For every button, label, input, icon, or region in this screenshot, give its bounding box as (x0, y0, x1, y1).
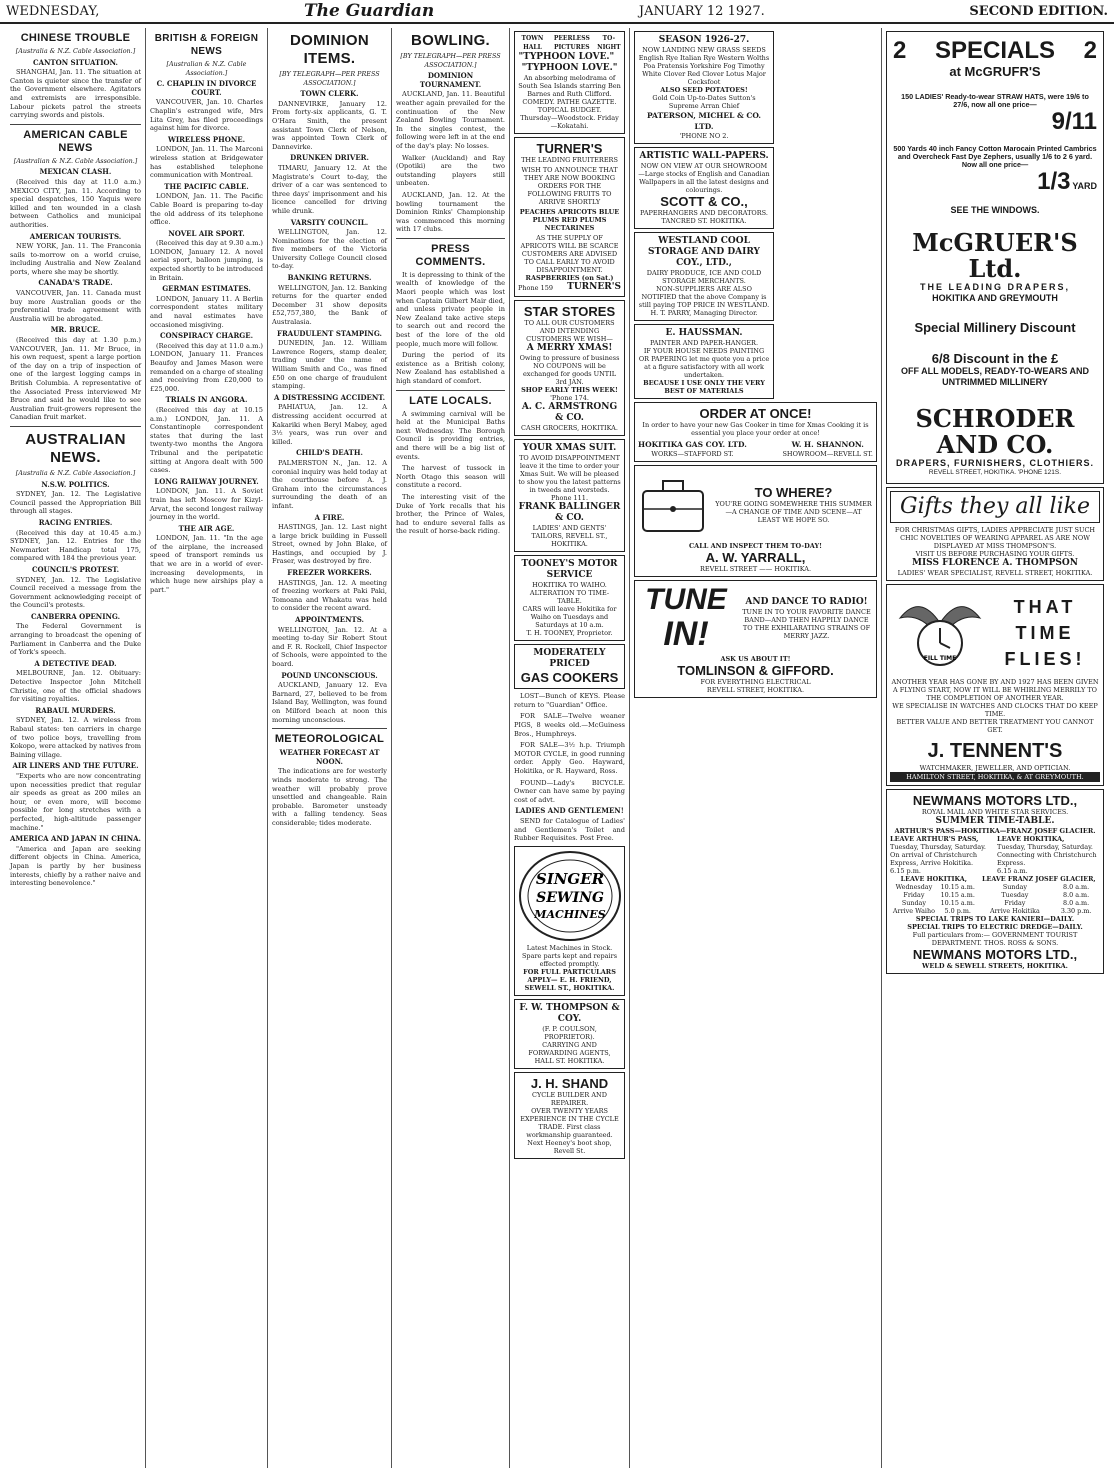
column-1 (6, 28, 146, 1468)
subheading: N.S.W. POLITICS. (41, 479, 110, 489)
time-body: ANOTHER YEAR HAS GONE BY AND 1927 HAS BEEN GIVEN A FLYING START, NOW IT WILL BE WHIRLING MERRILY TO THE COMPLETION OF ANOTHER YEAR. (891, 678, 1099, 702)
subheading: TOWN CLERK. (300, 89, 359, 99)
star-stores-body: TO ALL OUR CUSTOMERS AND INTENDING CUSTOMERS WE WISH— (524, 319, 615, 344)
tt-time: 8.0 a.m. (1063, 883, 1090, 891)
article-paragraph: SHANGHAI, Jan. 11. The situation at Canton is quieter since the transfer of the Government elsewhere. Agitators and extremists are irresponsible. Labour pickets patrol the streets carrying swords and pistols. (10, 68, 141, 120)
gifts-ad (886, 487, 1104, 581)
haussman-body: IF YOUR HOUSE NEEDS PAINTING OR PAPERING let me quote you a price at a figure satisfactory with all work undertaken. (638, 347, 770, 379)
singer-line-1: SINGER (535, 869, 605, 888)
tooney-motor-ad (514, 555, 625, 641)
tt-special-1: SPECIAL TRIPS TO LAKE KANIERI—DAILY. (915, 915, 1075, 923)
marocain-price: 1/3 (1037, 168, 1071, 195)
time-flies-ad (886, 584, 1104, 786)
haussman-note: BECAUSE I USE ONLY THE VERY BEST OF MATERIALS (643, 379, 765, 395)
newmans-ad (886, 789, 1104, 974)
thompson-carrying-ad (514, 999, 625, 1069)
divider (10, 426, 141, 427)
column-4 (392, 28, 510, 1468)
tt-right-head: LEAVE HOKITIKA, (997, 835, 1065, 843)
singer-apply: FOR FULL PARTICULARS APPLY— E. H. FRIEND, SEWELL ST., HOKITIKA. (523, 968, 616, 993)
gifts-name: MISS FLORENCE A. THOMPSON (912, 558, 1078, 568)
turners-note: AS THE SUPPLY OF APRICOTS WILL BE SCARCE CUSTOMERS ARE ADVISED TO CALL EARLY TO AVOID DISAPPOINTMENT. (520, 234, 619, 275)
gifts-body: FOR CHRISTMAS GIFTS, LADIES APPRECIATE JUST SUCH CHIC NOVELTIES OF WEARING APPAREL AS ARE NOW DISPLAYED AT MISS THOMPSON'S. (894, 526, 1096, 550)
tune-in-word-2: IN! (663, 615, 709, 653)
cinema-ad (514, 31, 625, 134)
tt-time: 8.0 a.m. (1063, 899, 1090, 907)
byline: [BY TELEGRAPH—PER PRESS ASSOCIATION.] (279, 70, 380, 87)
newmans-tt: SUMMER TIME-TABLE. (935, 816, 1055, 826)
article-paragraph: HASTINGS, Jan. 12. A meeting of freezing workers at Paki Paki, Tomoana and Whakatu was held to consider the recent award. (272, 578, 387, 613)
subheading: MEXICAN CLASH. (39, 167, 112, 177)
subheading: APPOINTMENTS. (295, 615, 364, 625)
subheading: CONSPIRACY CHARGE. (159, 331, 254, 341)
tt-time: 5.0 p.m. (944, 907, 971, 915)
subheading: A DETECTIVE DEAD. (34, 658, 117, 668)
divider (396, 390, 505, 391)
order-head: ORDER AT ONCE! (699, 406, 812, 421)
xmas-suit-ad (514, 439, 625, 552)
shand-addr: Next Heeney's boot shop, Revell St. (527, 1139, 612, 1156)
article-paragraph: WELLINGTON, Jan. 12. At a meeting to-day Sir Robert Stout and F. R. Rockell, Chief Inspector of Schools, were appointed to the board. (272, 625, 387, 668)
tt-left-days: Tuesday, Thursday, Saturday. On arrival of Christchurch Express, Arrive Hokitika. (890, 843, 986, 867)
divider (10, 124, 141, 125)
xmas-suit-prop: FRANK BALLINGER & CO. (518, 502, 621, 524)
gas-cookers-head: MODERATELY PRICED (533, 648, 606, 670)
subheading: THE PACIFIC CABLE. (164, 181, 249, 191)
article-paragraph: AUCKLAND, January 12. Eva Barnard, 27, believed to be from Island Bay, Wellington, was found on Milford beach at noon this morning unconscious. (272, 681, 387, 724)
see-windows: SEE THE WINDOWS. (950, 205, 1040, 215)
cinema-venue: TOWN HALL (521, 35, 544, 51)
divider (272, 728, 387, 729)
tt-day: Sunday (1002, 883, 1027, 891)
subheading: THE AIR AGE. (178, 523, 235, 533)
headline-chinese-trouble: CHINESE TROUBLE (20, 32, 131, 44)
article-paragraph: AUCKLAND, Jan. 12. At the bowling tournament the Dominion Rinks' Championship was commenced this morning with 17 clubs. (396, 190, 505, 234)
tt-full: Full particulars from:— GOVERNMENT TOURIST DEPARTMENT. THOS. ROSS & SONS. (912, 931, 1078, 947)
cinema-days: Thursday—Woodstock. Friday—Kokatahi. (520, 114, 619, 131)
discount-amount: 6/8 Discount in the £ (931, 351, 1059, 366)
star-stores-shop: SHOP EARLY THIS WEEK! (521, 386, 618, 395)
time-body2: WE SPECIALISE IN WATCHES AND CLOCKS THAT DO KEEP TIME. (892, 702, 1098, 718)
subheading: VARSITY COUNCIL. (290, 217, 369, 227)
seeds-sub: NOW LANDING NEW GRASS SEEDS (642, 46, 766, 54)
specials-number: 2 (893, 37, 907, 64)
cinema-title: "TYPHOON LOVE." "TYPHOON LOVE." (518, 52, 621, 74)
star-stores-note: Owing to pressure of business NO COUPONS will be exchanged for goods UNTIL 3rd JAN. (519, 354, 620, 387)
wallpapers-ad (634, 147, 774, 229)
radio-addr: REVELL STREET, HOKITIKA. (706, 686, 805, 694)
article-paragraph: LONDON, Jan. 11. A Soviet train has left Moscow for Kizyl-Arvat, the second longest railway journey in the world. (150, 487, 263, 522)
tt-left-time: 6.15 p.m. (890, 867, 921, 875)
tooney-head: TOONEY'S MOTOR SERVICE (521, 559, 618, 581)
article-paragraph: PALMERSTON N., Jan. 12. A coronial inquiry was held today at the courthouse before A. J. Graham into the circumstances surrounding the death of an infant. (272, 458, 387, 510)
seeds-also: ALSO SEED POTATOES! (660, 86, 748, 94)
gas-cookers-head2: GAS COOKERS (520, 670, 619, 686)
tt-time: 3.30 p.m. (1060, 907, 1092, 915)
subheading: CANBERRA OPENING. (30, 611, 121, 621)
cinema-blurb: An absorbing melodrama of South Sea Islands starring Ben Barnes and Ruth Clifford. (518, 74, 621, 99)
article-paragraph: It is depressing to think of the wealth of knowledge of the Maori people which was lost when Captain Gilbert Mair died, and unless private people in New Zealand take active steps to search out and record the best of the lore of the old people, much more will follow. (396, 270, 505, 348)
column-3 (268, 28, 392, 1468)
turners-ad (514, 137, 625, 297)
article-paragraph: (Received this day at 11.0 a.m.) LONDON, January 11. Frances Beaufoy and James Mason were remanded on a charge of stealing and receiving from £20,000 to £25,000. (150, 341, 263, 393)
tune-in-word-1: TUNE (645, 583, 727, 616)
star-stores-prop-sub: CASH GROCERS, HOKITIKA. (521, 424, 618, 433)
article-paragraph: "Experts who are now concentrating upon necessities predict that regular air speeds as great as 200 miles an hour, or even more, will become possible for long stretches with a perfected, high-altitude passenger machine." (10, 771, 141, 832)
table-row (890, 899, 1100, 907)
subheading: DRUNKEN DRIVER. (290, 153, 369, 163)
classified-item: LOST—Bunch of KEYS. Please return to "Guardian" Office. (514, 692, 625, 709)
xmas-suit-body: TO AVOID DISAPPOINTMENT leave it the time to order your Xmas Suit. We will be pleased to show you the latest patterns in tweeds and worsteds. (518, 454, 621, 495)
article-paragraph: WELLINGTON, Jan. 12. Nominations for the election of five members of the Victoria University College Council closed to-day. (272, 228, 387, 271)
headline-bowling: BOWLING. (410, 32, 491, 49)
classified-item: FOR SALE—Twelve weaner PIGS, 8 weeks old.—McGuiness Bros., Humphreys. (514, 712, 625, 738)
seeds-potatoes: Gold Coin Up-to-Dates Sutton's Supreme Arran Chief (652, 94, 756, 110)
divider (396, 238, 505, 239)
subheading: CANADA'S TRADE. (38, 278, 113, 288)
subheading: RABAUL MURDERS. (35, 705, 116, 715)
gas-coy-sub: WORKS—STAFFORD ST. (651, 450, 734, 458)
tt-special-2: SPECIAL TRIPS TO ELECTRIC DREDGE—DAILY. (907, 923, 1083, 931)
article-paragraph: LONDON, Jan. 11. The Pacific Cable Board is preparing to-day the old address of its telephone office. (150, 192, 263, 227)
seeds-list: English Rye Italian Rye Western Wolths Poa Pratensis Yorkshire Fog Timothy White Clover Red Clover Lotus Major Cocksfoot (638, 54, 770, 86)
newmans-name: NEWMANS MOTORS LTD., (912, 793, 1078, 808)
seeds-ad (634, 31, 774, 144)
tt-day: Friday (903, 891, 925, 899)
masthead (0, 0, 1114, 24)
subheading: LONG RAILWAY JOURNEY. (154, 476, 259, 486)
article-paragraph: VANCOUVER, Jan. 11. Canada must buy more Australian goods or the preferential trade agreement with Australia will be abrogated. (10, 289, 141, 323)
tooney-sub: HOKITIKA TO WAIHO. (532, 581, 607, 590)
star-stores-name: STAR STORES (523, 304, 616, 320)
article-paragraph: SYDNEY, Jan. 12. A wireless from Rabaul states: ten carriers in charge of two police boys, travelling from Kokopo, were attacked by natives from Baining village. (10, 716, 141, 759)
tt-left-head: LEAVE ARTHUR'S PASS, (890, 835, 979, 843)
subheading: FRAUDULENT STAMPING. (277, 328, 382, 338)
gifts-sub: LADIES' WEAR SPECIALIST, REVELL STREET, HOKITIKA. (897, 569, 1093, 577)
gas-shannon-sub: SHOWROOM—REVELL ST. (782, 450, 873, 458)
tooney-body: CARS will leave Hokitika for Waiho on Tuesdays and Saturdays at 10 a.m. (522, 605, 617, 630)
time-word-a: THAT (1013, 597, 1077, 617)
seeds-prop: PATERSON, MICHEL & CO. LTD. (646, 111, 762, 131)
gas-cookers-ad (514, 644, 625, 689)
shand-body: OVER TWENTY YEARS EXPERIENCE IN THE CYCLE TRADE. First class workmanship guaranteed. (520, 1107, 619, 1140)
tt-day: Tuesday (1001, 891, 1029, 899)
subheading: A DISTRESSING ACCIDENT. (273, 392, 386, 402)
schroder-sub: DRAPERS, FURNISHERS, CLOTHIERS. (895, 458, 1094, 468)
table-row (890, 883, 1100, 891)
masthead-date: JANUARY 12 1927. (638, 3, 765, 19)
column-7-ads (882, 28, 1108, 1468)
westland-head: WESTLAND COOL STORAGE AND DAIRY COY., LTD., (648, 236, 760, 268)
article-paragraph: The indications are for westerly winds moderate to strong. The weather will probably prove unsettled and changeable. Rain probable. Barometer unsteady with a falling tendency. Seas considerable; tides moderate. (272, 767, 387, 827)
specials-head: SPECIALS (934, 37, 1056, 64)
subheading: NOVEL AIR SPORT. (168, 228, 245, 238)
table-row (890, 875, 1100, 883)
byline: [BY TELEGRAPH—PER PRESS ASSOCIATION.] (400, 52, 501, 69)
byline: [Australia & N.Z. Cable Association.] (15, 468, 136, 477)
gas-coy-name: HOKITIKA GAS COY. LTD. (638, 440, 747, 449)
mcgruer-specials-ad (886, 31, 1104, 484)
article-paragraph: (Received this day at 9.30 a.m.) LONDON, January 12. A novel aerial sport, balloon jumping, is expected shortly to be introduced in Britain. (150, 239, 263, 282)
mcgruer-sub: THE LEADING DRAPERS, (919, 282, 1070, 292)
subheading: COUNCIL'S PROTEST. (31, 564, 120, 574)
subheading: FREEZER WORKERS. (287, 568, 372, 578)
time-body3: BETTER VALUE AND BETTER TREATMENT YOU CANNOT GET. (896, 718, 1094, 734)
newmans-sub: ROYAL MAIL AND WHITE STAR SERVICES. (921, 808, 1069, 816)
mcgruer-towns: HOKITIKA AND GREYMOUTH (932, 293, 1058, 303)
marocain-line: 500 Yards 40 inch Fancy Cotton Marocain Printed Cambrics and Overcheck Fast Dye Zephers, usually 1/6 to 2 6 yard. Now all one price— (893, 144, 1097, 169)
cinema-company: PEERLESS PICTURES (553, 35, 590, 51)
westland-body2: NON-SUPPLIERS ARE ALSO NOTIFIED that the above Company is still paying TOP PRICE IN WESTLAND. (638, 285, 770, 309)
column-2 (146, 28, 268, 1468)
time-word-b: TIME (1015, 623, 1075, 643)
shand-sub: CYCLE BUILDER AND REPAIRER. (532, 1091, 607, 1108)
tt-right-days: Tuesday, Thursday, Saturday. Connecting with Christchurch Express. (997, 843, 1097, 867)
classifieds (514, 692, 625, 843)
subheading: AMERICA AND JAPAN IN CHINA. (10, 834, 141, 844)
turners-name-footer: TURNER'S (567, 282, 621, 293)
westland-body: DAIRY PRODUCE, ICE AND COLD STORAGE MERCHANTS. (646, 269, 762, 285)
tt-right-time: 6.15 a.m. (997, 867, 1028, 875)
article-paragraph: "America and Japan are seeking different objects in China. America, Japan is partly by her business interests, chiefly by a rather naive and interesting benevolence." (10, 844, 141, 888)
classified-item: SEND for Catalogue of Ladies' and Gentlemen's Toilet and Rubber Requisites. Post Free. (514, 816, 625, 843)
newmans-footer-name: NEWMANS MOTORS LTD., (912, 947, 1078, 962)
headline-australian-news: AUSTRALIAN NEWS. (25, 430, 126, 466)
radio-ad (634, 580, 877, 698)
tennent-name: J. TENNENT'S (927, 740, 1063, 762)
timetable (890, 875, 1100, 915)
turners-raspberries: RASPBERRIES (on Sat.) (525, 274, 614, 283)
gifts-head: Gifts they all like (890, 491, 1100, 523)
subheading: MR. BRUCE. (50, 325, 101, 335)
singer-line-2: SEWING (536, 889, 604, 906)
cinema-support: COMEDY. PATHE GAZETTE. TOPICAL BUDGET. (522, 98, 617, 115)
hats-line: 150 LADIES' Ready-to-wear STRAW HATS, were 19/6 to 27/6, now all one price— (901, 92, 1089, 109)
article-paragraph: DANNEVIRKE, January 12. From forty-six applicants, G. T. O'Hara Smith, the present assistant Town Clerk of Nelson, was appointed Town Clerk of Dannevirke. (272, 99, 387, 151)
article-paragraph: During the period of its existence as a British colony, New Zealand has established a high standard of comfort. (396, 351, 505, 385)
article-paragraph: WELLINGTON, Jan. 12. Banking returns for the quarter ended December 31 show deposits £52,757,380, the Bank of Australasia. (272, 283, 387, 327)
subheading: BANKING RETURNS. (287, 273, 372, 283)
tennent-sub: WATCHMAKER, JEWELLER, AND OPTICIAN. (919, 764, 1071, 772)
tt-time: 10.15 a.m. (940, 883, 975, 891)
subheading: AIR LINERS AND THE FUTURE. (12, 761, 139, 771)
article-paragraph: LONDON, Jan. 11. The Marconi wireless station at Bridgewater has established telephone communication with Montreal. (150, 145, 263, 180)
subheading: CHILD'S DEATH. (296, 448, 363, 458)
seeds-phone: 'PHONE NO 2. (679, 132, 729, 140)
subheading: POUND UNCONSCIOUS. (281, 670, 378, 680)
classified-item: FOR SALE—3½ h.p. Triumph MOTOR CYCLE, in good running order. Apply Geo. Hayward, Hokitika, or R. Hayward, Ross. (514, 741, 625, 775)
article-paragraph: MELBOURNE, Jan. 12. Obituary: Detective Inspector John Mitchell Christie, one of the official shadows for visiting royalties. (10, 669, 141, 704)
tt-day: Sunday (901, 899, 926, 907)
tooney-alt: ALTERATION TO TIME-TABLE. (529, 589, 610, 606)
shand-head: J. H. SHAND (530, 1076, 609, 1092)
subheading: TRIALS IN ANGORA. (165, 395, 248, 405)
newmans-route: ARTHUR'S PASS—HOKITIKA—FRANZ JOSEF GLACIER. (894, 827, 1096, 835)
turners-name: TURNER'S (536, 141, 603, 157)
singer-line-3: MACHINES (534, 907, 606, 921)
headline-british-foreign-news: BRITISH & FOREIGN NEWS (154, 33, 259, 57)
star-stores-xmas: A MERRY XMAS! (526, 343, 613, 354)
article-paragraph: The Federal Government is arranging to broadcast the opening of Parliament in Canberra and the Duke of York's speech. (10, 622, 141, 657)
subheading: CANTON SITUATION. (33, 57, 118, 67)
headline-press-comments: PRESS COMMENTS. (415, 242, 486, 268)
order-body: In order to have your new Gas Cooker in time for Xmas Cooking it is essential you place your order at once! (642, 421, 869, 437)
byline: [Australian & N.Z. Cable Association.] (13, 156, 138, 165)
where-head: TO WHERE? (754, 484, 833, 500)
thompson-head: F. W. THOMPSON & COY. (519, 1003, 620, 1025)
newmans-footer-addr: WELD & SEWELL STREETS, HOKITIKA. (922, 962, 1068, 970)
headline-dominion-items: DOMINION ITEMS. (289, 32, 370, 67)
classified-item: LADIES AND GENTLEMEN! (515, 806, 624, 816)
schroder-addr: REVELL STREET, HOKITIKA. 'PHONE 121S. (928, 469, 1062, 476)
haussman-head: E. HAUSSMAN. (665, 328, 743, 338)
article-paragraph: LONDON, Jan. 11. "In the age of the airplane, the increased speed of transport reminds us that we are in a world of ever-increasing developments, in which huge new airships play a part." (150, 534, 263, 594)
article-paragraph: (Received this day at 11.0 a.m.) MEXICO CITY, Jan. 11. According to special despatches, 150 Yaquis were killed and ten wounded in a clash between Catholics and municipal authorities. (10, 177, 141, 229)
shand-cycle-ad (514, 1072, 625, 1159)
radio-head: AND DANCE TO RADIO! (745, 596, 868, 607)
radio-firm: TOMLINSON & GIFFORD. (677, 663, 834, 678)
singer-ad (514, 846, 625, 997)
tt-time: 10.15 a.m. (940, 891, 975, 899)
masthead-paper-title: The Guardian (303, 1, 435, 21)
byline: [Australian & N.Z. Cable Association.] (166, 60, 247, 77)
scott-sub: PAPERHANGERS AND DECORATORS. TANCRED ST. HOKITIKA. (640, 209, 768, 225)
article-paragraph: SYDNEY, Jan. 12. The Legislative Council passed the Appropriation Bill through all stages. (10, 490, 141, 516)
article-paragraph: The harvest of tussock in North Otago this season will constitute a record. (396, 464, 505, 490)
classified-item: FOUND—Lady's BICYCLE. Owner can have same by paying cost of advt. (514, 778, 625, 804)
star-stores-phone: 'Phone 174. (550, 394, 589, 403)
yarrall-sub: REVELL STREET —— HOKITIKA. (699, 565, 812, 573)
xmas-suit-prop-sub: LADIES' AND GENTS' TAILORS, REVELL ST., HOKITIKA. (531, 524, 608, 549)
subheading: WEATHER FORECAST AT NOON. (279, 748, 380, 766)
millinery-discount: Special Millinery Discount (914, 320, 1076, 335)
article-paragraph: HASTINGS, Jan. 12. Last night a large brick building in Fussell Street, owned by John Blake, of Hastings, and occupied by J. Fraser, was destroyed by fire. (272, 523, 387, 566)
article-paragraph: TIMARU, January 12. At the Magistrate's Court to-day, the driver of a car was sentenced to three days' imprisonment and his licence cancelled for driving while drunk. (272, 163, 387, 215)
singer-logo-icon (518, 850, 622, 942)
subheading: A FIRE. (314, 512, 345, 522)
luggage-icon (638, 469, 708, 539)
xmas-suit-phone: Phone 111. (550, 494, 589, 503)
turners-fruits: PEACHES APRICOTS BLUE PLUMS RED PLUMS NECTARINES (519, 208, 620, 233)
subheading: GERMAN ESTIMATES. (162, 284, 251, 294)
tt-day: Arrive Hokitika (989, 907, 1040, 915)
time-word-c: FLIES! (1004, 649, 1086, 669)
tennent-addr: HAMILTON STREET, HOKITIKA, & AT GREYMOUTH. (890, 772, 1100, 782)
subheading: RACING ENTRIES. (38, 517, 113, 527)
table-row (890, 891, 1100, 899)
thompson-sub: (F. P. COULSON, PROPRIETOR). (542, 1025, 597, 1042)
wallpapers-body: NOW ON VIEW AT OUR SHOWROOM—Large stocks of English and Canadian Wallpapers in all the latest designs and colourings. (638, 162, 770, 194)
seeds-head: SEASON 1926-27. (658, 35, 750, 45)
article-paragraph: (Received this day at 1.30 p.m.) VANCOUVER, Jan. 11. Mr Bruce, in his own request, spent a large portion of the day on a trip of inspection of one of the largest logging camps in British Columbia. A representative of the Associated Press interviewed Mr Bruce and said he would like to see Australian fruit-growers represent the Canadian fruit market. (10, 336, 141, 422)
table-row (890, 907, 1100, 915)
column-6-ads (630, 28, 882, 1468)
tt-day: Wednesday (895, 883, 933, 891)
turners-body: WISH TO ANNOUNCE THAT THEY ARE NOW BOOKING ORDERS FOR THE FOLLOWING FRUITS TO ARRIVE SHORTLY (521, 166, 618, 207)
star-stores-ad (514, 300, 625, 436)
article-paragraph: PAHIATUA, Jan. 12. A distressing accident occurred at Kakariki when Beryl Mabey, aged 3½ years, was run over and killed. (272, 403, 387, 446)
article-paragraph: SYDNEY, Jan. 12. The Legislative Council received a message from the Government acknowledging receipt of the Council's protests. (10, 575, 141, 610)
hats-price: 9/11 (1051, 108, 1097, 135)
tt-day: Arrive Waiho (892, 907, 935, 915)
article-paragraph: VANCOUVER, Jan. 10. Charles Chaplin's estranged wife, Mrs Lita Grey, has filed proceedings against him for divorce. (150, 98, 263, 133)
where-body: YOU'RE GOING SOMEWHERE THIS SUMMER—A CHANGE OF TIME AND SCENE—AT LEAST WE HOPE SO. (715, 499, 872, 524)
star-stores-prop: A. C. ARMSTRONG & CO. (521, 402, 618, 424)
article-paragraph: (Received this day at 10.15 a.m.) LONDON, Jan. 11. A Constantinople correspondent states that during the last twenty-two months the Angora Tribunal and the peripatetic sitting at Angora dealt with 500 cases. (150, 405, 263, 475)
article-paragraph: Walker (Auckland) and Ray (Opotiki) are the two outstanding players still unbeaten. (396, 153, 505, 188)
gifts-body2: VISIT US BEFORE PURCHASING YOUR GIFTS. (915, 550, 1075, 558)
tt-time: 8.0 a.m. (1063, 891, 1090, 899)
order-gas-cooker-ad (634, 402, 877, 462)
radio-body: TUNE IN TO YOUR FAVORITE DANCE BAND—AND THEN HAPPILY DANCE TO THE EXHILARATING STRAINS OF MERRY JAZZ. (742, 607, 871, 640)
wallpapers-head: ARTISTIC WALL-PAPERS. (639, 151, 769, 161)
cinema-when: TO-NIGHT (597, 35, 621, 51)
yarrall-travel-ad (634, 465, 877, 577)
article-paragraph: A swimming carnival will be held at the Municipal Baths next Wednesday. The Borough Council is providing entries, and there will be a big list of events. (396, 409, 505, 461)
westland-mgr: H. T. PARRY, Managing Director. (650, 309, 758, 317)
headline-american-cable-news: AMERICAN CABLE NEWS (23, 128, 128, 154)
yarrall-call: CALL AND INSPECT THEM TO-DAY! (689, 542, 822, 550)
radio-ask: ASK US ABOUT IT! (720, 655, 791, 663)
masthead-edition: SECOND EDITION. (969, 3, 1108, 19)
turners-sub: THE LEADING FRUITERERS (521, 156, 618, 165)
specials-number-right: 2 (1083, 37, 1097, 64)
xmas-suit-head: YOUR XMAS SUIT. (522, 443, 617, 454)
tt-day: Friday (1004, 899, 1026, 907)
tt-time: 10.15 a.m. (940, 899, 975, 907)
mcgruer-name: McGRUER'S Ltd. (912, 228, 1078, 283)
byline: [Australia & N.Z. Cable Association.] (15, 47, 136, 55)
subheading: C. CHAPLIN IN DIVORCE COURT. (156, 79, 257, 97)
westland-cool-storage-ad (634, 232, 774, 321)
scott-name: SCOTT & CO., (660, 194, 748, 209)
article-paragraph: The interesting visit of the Duke of York recalls that his brother, the Prince of Wales, had to endure several falls as the result of horse-back riding. (396, 492, 505, 536)
column-5-ads (510, 28, 630, 1468)
article-paragraph: DUNEDIN, Jan. 12. William Lawrence Rogers, stamp dealer, trading under the name of William Smith and Co., was fined £50 on one charge of fraudulent stamping. (272, 339, 387, 391)
clock-face-text: FILL TIME (923, 655, 957, 662)
yarrall-name: A. W. YARRALL, (705, 550, 806, 565)
tt-label: LEAVE FRANZ JOSEF GLACIER, (981, 875, 1096, 883)
article-paragraph: (Received this day at 10.45 a.m.) SYDNEY, Jan. 12. Entries for the Newmarket Handicap total 175, compared with 184 the previous year. (10, 528, 141, 563)
haussman-sub: PAINTER AND PAPER-HANGER. (649, 339, 759, 347)
specials-at: at McGRUFR'S (949, 64, 1041, 79)
marocain-unit: YARD (1072, 181, 1097, 191)
radio-firm-sub: FOR EVERYTHING ELECTRICAL (700, 678, 811, 686)
schroder-name: SCHRODER AND CO. (915, 404, 1075, 459)
article-paragraph: AUCKLAND, Jan. 11. Beautiful weather again prevailed for the continuation of the New Zealand Bowling Tournament. In the singles contest, the following were left in at the end of the day's play: No losses. (396, 90, 505, 150)
article-paragraph: NEW YORK, Jan. 11. The Franconia sails to-morrow on a world cruise, including Australia and New Zealand ports, where she may be shortly. (10, 242, 141, 276)
subheading: AMERICAN TOURISTS. (29, 231, 122, 241)
headline-late-locals: LATE LOCALS. (409, 394, 492, 407)
thompson-body: CARRYING AND FORWARDING AGENTS, HALL ST. HOKITIKA. (528, 1041, 611, 1066)
tooney-prop: T. H. TOONEY, Proprietor. (526, 629, 613, 638)
singer-caption: Latest Machines in Stock. Spare parts kept and repairs effected promptly. (521, 944, 618, 969)
subheading: DOMINION TOURNAMENT. (419, 71, 482, 89)
headline-meteorological: METEOROLOGICAL (274, 733, 385, 746)
gas-shannon-name: W. H. SHANNON. (791, 440, 864, 449)
haussman-ad (634, 324, 774, 399)
tt-label: LEAVE HOKITIKA, (900, 875, 967, 883)
page-columns (6, 28, 1108, 1468)
subheading: WIRELESS PHONE. (167, 134, 246, 144)
article-paragraph: LONDON, January 11. A Berlin correspondent states military and naval estimates have occasioned misgiving. (150, 294, 263, 329)
discount-sub: OFF ALL MODELS, READY-TO-WEARS AND UNTRIMMED MILLINERY (901, 366, 1089, 387)
turners-phone: Phone 159 (518, 283, 553, 292)
winged-clock-icon (890, 588, 990, 678)
masthead-day: WEDNESDAY, (6, 3, 100, 19)
